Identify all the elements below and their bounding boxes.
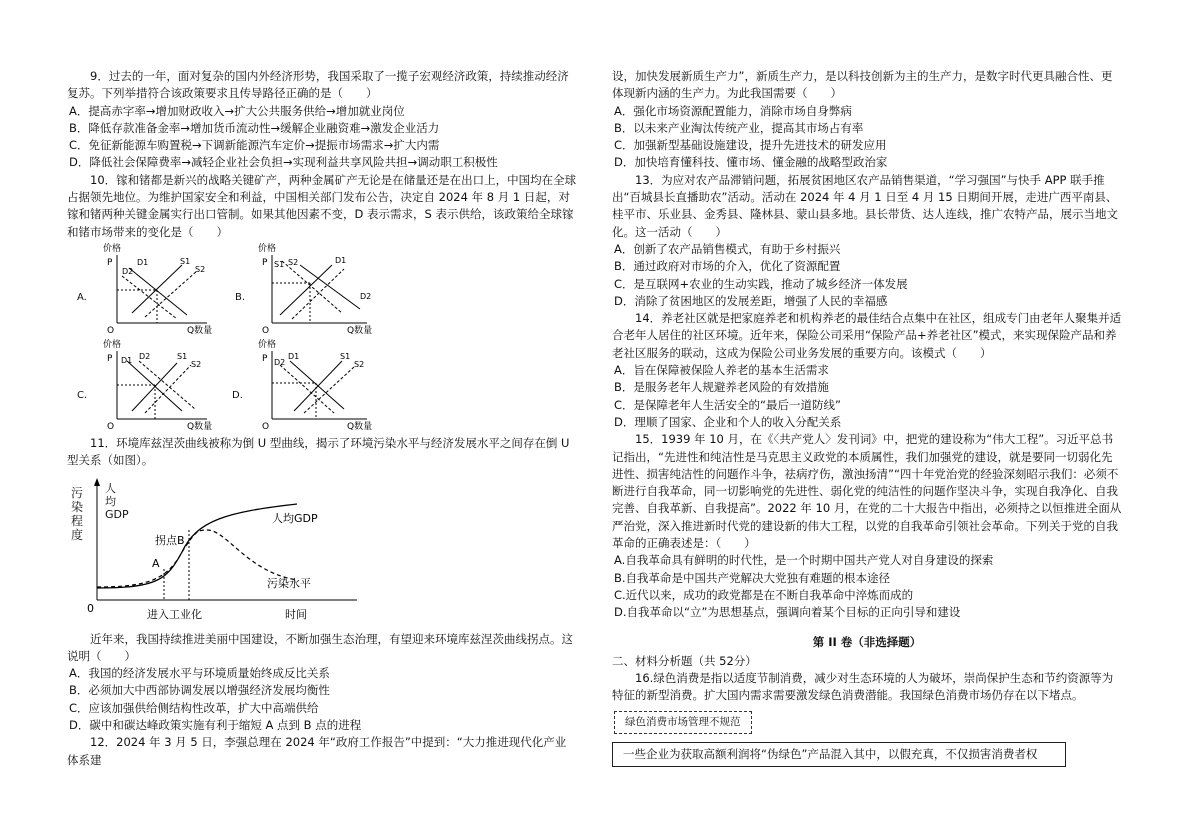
q15-option-b: B.自我革命是中国共产党解决大党独有难题的根本途径 [614,570,891,585]
q9-option-c: C．免征新能源车购置税→下调新能源汽车定价→提振市场需求→扩大内需 [69,138,440,153]
ekc-x-label: 时间 [285,607,307,621]
q16-dashed-box: 绿色消费市场管理不规范 [614,711,752,734]
q15-stem: 15．1939 年 10 月，在《〈共产党人〉发刊词》中，把党的建设称为“伟大工程”。习近平总书记指出，“先进性和纯洁性是马克思主义政党的本质属性，我们加强党的建设，就是要同一切弱化先进性、损害纯洁性的问题作斗争，祛病疗伤，激浊扬清”“四十年党治党的经验深刻昭示我们：必须不断进行自我革命，同一切影响党的先进性、弱化党的纯洁性的问题作坚决斗争，实现自我净化、自我完善、自我革新、自我提高”。2022 年 10 月，在党的二十大报告中指出，必须持之以恒推进全面从严治党，深入推进新时代党的建设新的伟大工程，以党的自我革命引领社会革命。下列关于党的自我革命的正确表述是：（ ） [612,432,1122,551]
svg-text:D2: D2 [139,351,151,361]
svg-text:价格: 价格 [103,339,122,350]
svg-text:Q数量: Q数量 [347,325,373,335]
svg-text:S2: S2 [288,257,299,267]
q14-stem: 14．养老社区就是把家庭养老和机构养老的最佳结合点集中在社区，组成专门由老年人聚集并适合老年人居住的社区环境。近年来，保险公司采用“保险产品+养老社区”模式，来实现保险产品和养老社区服务的联动，这成为保险公司业务发展的重要方向。该模式（ ） [612,311,1122,360]
ekc-y-label-text: 污染程度 [71,485,84,542]
svg-text:O: O [107,421,115,431]
graph-c-letter: C. [77,389,88,401]
svg-text:S2: S2 [191,359,202,369]
q12-option-a: A．强化市场资源配置能力，消除市场自身弊病 [614,103,852,118]
q10-stem: 10．镓和锗都是新兴的战略关键矿产，两种金属矿产无论是在储量还是在出口上，中国均在全球占据领先地位。为维护国家安全和利益，中国相关部门发布公告，决定自 2024 年 8 月 1 日起，对镓和锗两种关键金属实行出口管制。如果其他因素不变，D 表示需求，S 表示供给，该政策给全球镓和锗市场带来的变化是（ ） [67,172,577,239]
ekc-gdp-line-label: 人均GDP [272,511,318,525]
svg-text:D1: D1 [121,355,133,365]
svg-text:价格: 价格 [258,243,277,254]
q13-option-a: A．创新了农产品销售模式，有助于乡村振兴 [614,241,841,256]
q11-ekc-chart [67,472,577,627]
svg-text:P: P [262,353,268,364]
svg-text:D1: D1 [137,257,149,267]
svg-text:S1: S1 [274,259,285,269]
ekc-x-stage: 进入工业化 [147,607,202,621]
q16-solid-box: 一些企业为获取高额利润将“伪绿色”产品混入其中，以假充真，不仅损害消费者权 [612,742,1066,767]
q13-stem: 13．为应对农产品滞销问题，拓展贫困地区农产品销售渠道，“学习强国”与快手 APP 联手推出“百城县长直播助农”活动。活动在 2024 年 4 月 1 日至 4 月 15 日期间开展，走进广西平南县、桂平市、乐业县、金秀县、隆林县、蒙山县多地。县长带货、达人连线，推广农特产品，展示当地文化。这一活动（ ） [612,172,1118,239]
ekc-origin: 0 [87,601,94,615]
q10-graph-a [77,243,217,335]
material-heading: 二、材料分析题（共 52分） [612,653,757,668]
svg-text:O: O [107,325,115,335]
q11-option-a: A．我国的经济发展水平与环境质量始终成反比关系 [69,666,330,681]
q12-option-c: C．加强新型基础设施建设，提升先进技术的研发应用 [614,138,887,153]
q14-option-d: D．理顺了国家、企业和个人的收入分配关系 [614,414,842,429]
q12-stem-start: 12．2024 年 3 月 5 日，李强总理在 2024 年“政府工作报告”中提到：“大力推进现代化产业体系建 [67,735,567,767]
ekc-pollution-line-label: 污染水平 [267,576,311,590]
q10-graph-c [77,339,217,431]
q12-stem-cont: 设，加快发展新质生产力”，新质生产力，是以科技创新为主的生产力，是数字时代更具融合性、更体现新内涵的生产力。为此我国需要（ ） [612,69,1113,101]
q11-option-c: C．应该加强供给侧结构性改革，扩大中高端供给 [69,700,319,715]
q15-option-d: D.自我革命以“立”为思想基点，强调向着某个目标的正向引导和建设 [614,605,961,620]
ekc-y-label2-text: 人均GDP [105,481,129,521]
svg-text:D2: D2 [122,266,134,276]
q11-option-d: D．碳中和碳达峰政策实施有利于缩短 A 点到 B 点的进程 [69,718,362,733]
q11-option-b: B．必须加大中西部协调发展以增强经济发展均衡性 [69,683,330,698]
graph-b-letter: B. [235,291,246,303]
q14-option-a: A．旨在保障被保险人养老的基本生活需求 [614,363,829,378]
svg-text:S2: S2 [354,359,365,369]
section-2-title: 第 II 卷（非选择题） [812,634,922,649]
svg-text:S1: S1 [340,351,351,361]
q12-option-d: D．加快培育懂科技、懂市场、懂金融的战略型政治家 [614,155,888,170]
svg-text:D1: D1 [288,351,300,361]
right-column [612,68,1122,767]
ekc-point-b: 拐点B [155,533,185,547]
q13-option-b: B．通过政府对市场的介入，优化了资源配置 [614,259,841,274]
q10-graph-b [232,243,382,335]
q11-stem: 11．环境库兹涅茨曲线被称为倒 U 型曲线，揭示了环境污染水平与经济发展水平之间存在倒 U 型关系（如图）。 [67,435,570,468]
q10-graphs [67,243,577,433]
svg-text:P: P [107,353,113,364]
svg-text:S1: S1 [180,256,191,266]
q16-stem: 16.绿色消费是指以适度节制消费，减少对生态环境的人为破坏，崇尚保护生态和节约资源等为特征的新型消费。扩大国内需求需要激发绿色消费潜能。我国绿色消费市场仍存在以下堵点。 [612,671,1114,703]
q14-option-c: C．是保障老年人生活安全的“最后一道防线” [614,397,841,412]
svg-text:P: P [262,257,268,268]
q9-option-b: B．降低存款准备金率→增加货币流动性→缓解企业融资难→激发企业活力 [69,120,440,135]
q9-option-a: A．提高赤字率→增加财政收入→扩大公共服务供给→增加就业岗位 [69,103,405,118]
ekc-point-a: A [152,556,160,570]
left-column [67,68,577,769]
q10-graph-d [232,339,382,431]
svg-text:S2: S2 [195,264,206,274]
svg-text:Q数量: Q数量 [187,421,213,431]
svg-text:Q数量: Q数量 [347,421,373,431]
graph-d-letter: D. [232,389,243,401]
svg-text:D1: D1 [335,255,347,265]
q15-option-a: A.自我革命具有鲜明的时代性，是一个时期中国共产党人对自身建设的探索 [614,553,994,568]
q13-option-d: D．消除了贫困地区的发展差距，增强了人民的幸福感 [614,293,888,308]
svg-text:P: P [107,257,113,268]
svg-text:S1: S1 [177,351,188,361]
q12-option-b: B．以未来产业淘汰传统产业，提高其市场占有率 [614,120,864,135]
graph-a-price-label: 价格 [103,243,122,254]
svg-text:Q数量: Q数量 [187,325,213,335]
q11-after: 近年来，我国持续推进美丽中国建设，不断加强生态治理，有望迎来环境库兹涅茨曲线拐点。这说明（ ） [67,631,573,663]
q9-option-d: D．降低社会保障费率→减轻企业社会负担→实现利益共享风险共担→调动职工积极性 [69,155,498,170]
svg-text:价格: 价格 [258,339,277,350]
q15-option-c: C.近代以来，成功的政党都是在不断自我革命中淬炼而成的 [614,587,914,602]
svg-text:D2: D2 [360,291,372,301]
q14-option-b: B．是服务老年人规避养老风险的有效措施 [614,380,829,395]
svg-text:O: O [262,421,270,431]
svg-text:D2: D2 [274,357,286,367]
svg-text:O: O [262,325,270,335]
q9-stem: 9．过去的一年，面对复杂的国内外经济形势，我国采取了一揽子宏观经济政策，持续推动经济复苏。下列举措符合该政策要求且传导路径正确的是（ ） [67,69,569,101]
q13-option-c: C．是互联网+农业的生动实践，推动了城乡经济一体发展 [614,276,908,291]
graph-a-letter: A. [77,291,87,303]
